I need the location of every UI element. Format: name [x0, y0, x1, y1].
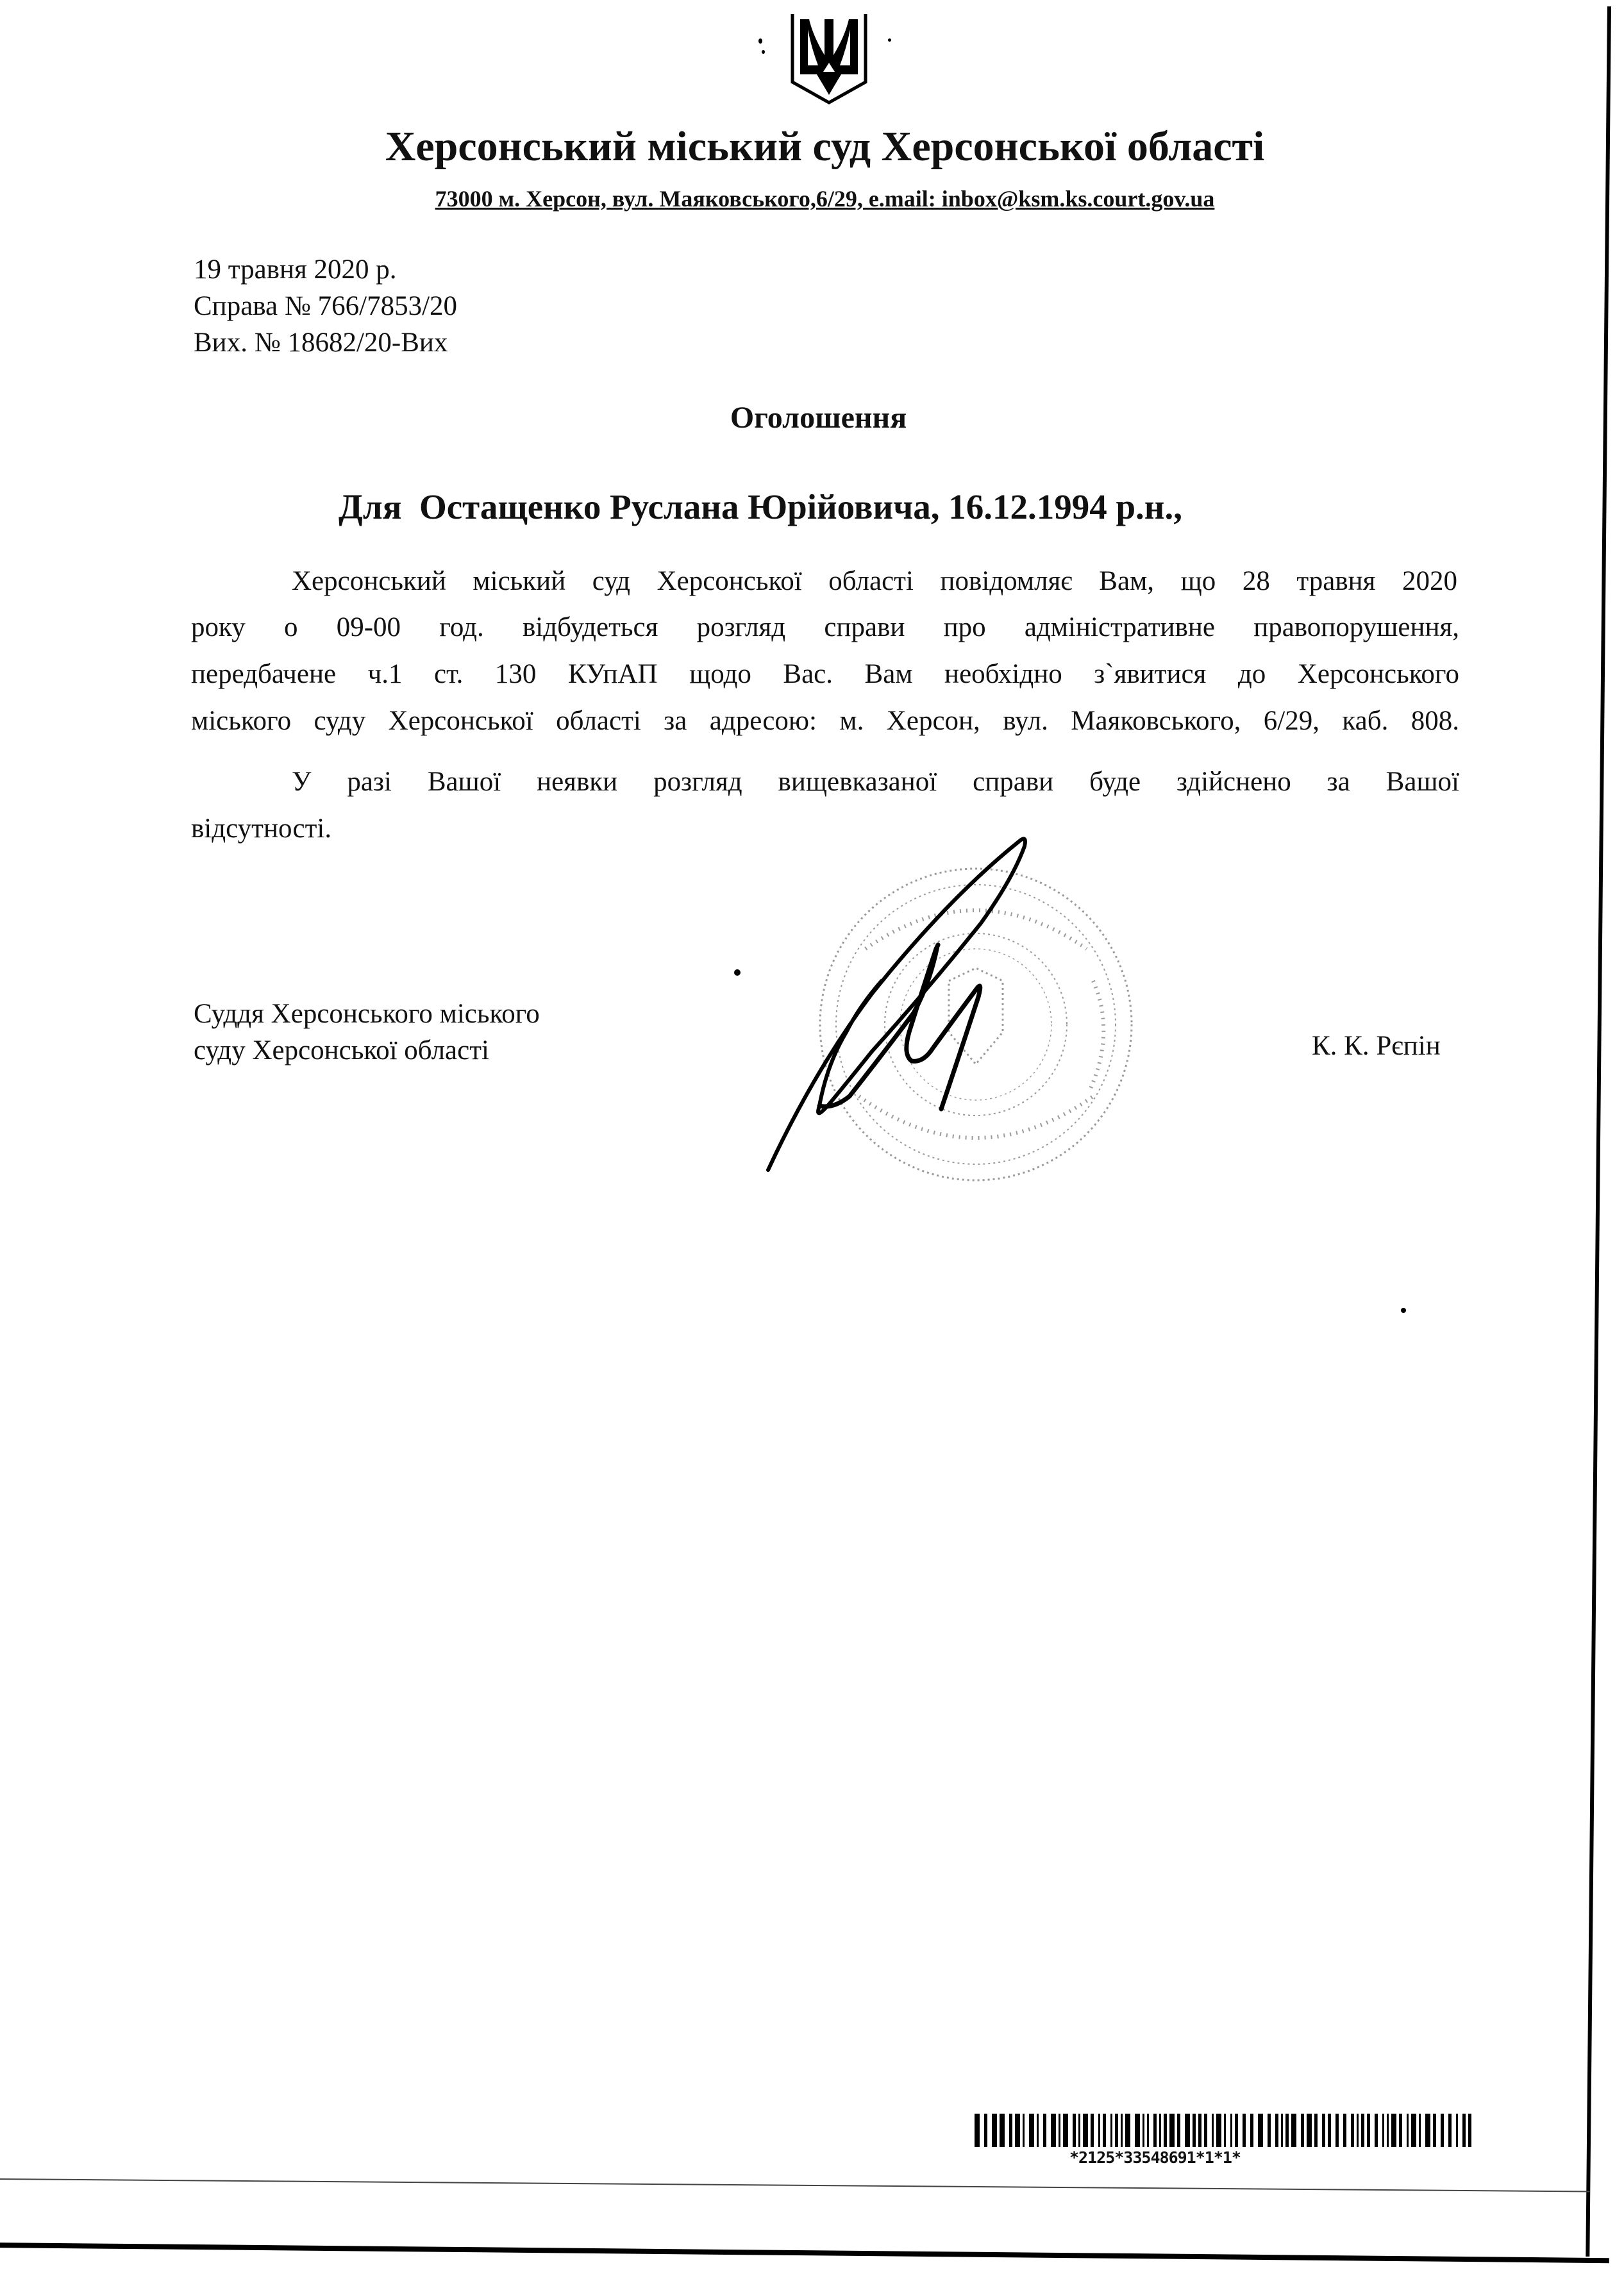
barcode-bar	[1159, 2114, 1161, 2147]
barcode-bar	[1121, 2114, 1123, 2147]
barcode-text: *2125*33548691*1*1*	[1069, 2148, 1241, 2167]
addressee-line: Для Остащенко Руслана Юрійовича, 16.12.1994 р.н.,	[339, 487, 1182, 526]
barcode-bar	[1135, 2114, 1140, 2147]
paragraph-2-line: відсутності.	[191, 814, 332, 844]
court-name: Херсонський міський суд Херсонської області	[385, 123, 1265, 170]
barcode-bar	[1000, 2114, 1005, 2147]
signer-title	[194, 996, 540, 1069]
barcode-bar	[1051, 2114, 1056, 2147]
court-address: 73000 м. Херсон, вул. Маяковського,6/29, e.mail: inbox@ksm.ks.court.gov.ua	[435, 186, 1215, 212]
barcode-bar	[1425, 2114, 1430, 2147]
stamp-and-signature	[737, 821, 1186, 1218]
barcode-bar	[1367, 2114, 1370, 2147]
handwritten-signature-icon	[737, 839, 1025, 1170]
barcode-bar	[975, 2114, 980, 2147]
paragraph-1-line: Херсонський міський суд Херсонської області повідомляє Вам, що 28 травня 2020	[292, 566, 1457, 596]
barcode-bar	[1357, 2114, 1359, 2147]
barcode-bar	[1164, 2114, 1167, 2147]
paragraph-1-line: передбачене ч.1 ст. 130 КУпАП щодо Вас. Вам необхідно з`явитися до Херсонського	[191, 659, 1459, 689]
barcode-bar	[984, 2114, 987, 2147]
barcode-bar	[1212, 2114, 1214, 2147]
scan-speck	[734, 969, 741, 976]
barcode-bar	[1073, 2114, 1076, 2147]
barcode-block	[973, 2114, 1486, 2166]
barcode-bar	[1009, 2114, 1012, 2147]
barcode-bar	[1169, 2114, 1175, 2147]
barcode-bar	[1083, 2114, 1088, 2147]
barcode-bar	[1399, 2114, 1402, 2147]
barcode-bar	[1147, 2114, 1149, 2147]
barcode-bar	[1198, 2114, 1201, 2147]
barcode-bar	[1110, 2114, 1112, 2147]
barcode-bar	[1029, 2114, 1034, 2147]
barcode-bar	[1193, 2114, 1196, 2147]
barcode-bar	[1322, 2114, 1325, 2147]
barcode-bar	[1115, 2114, 1118, 2147]
paragraph-1-line: міського суду Херсонської області за адресою: м. Херсон, вул. Маяковського, 6/29, каб. 808.	[191, 706, 1459, 736]
barcode-bar	[1441, 2114, 1444, 2147]
signer-title-line: Суддя Херсонського міського	[194, 999, 540, 1029]
barcode-bar	[1285, 2114, 1289, 2147]
barcode-bar	[1301, 2114, 1304, 2147]
barcode-bar	[1250, 2114, 1253, 2147]
scan-edge-right	[1586, 6, 1611, 2257]
barcode-bar	[1361, 2114, 1364, 2147]
barcode-bar	[1185, 2114, 1190, 2147]
barcode-bar	[1098, 2114, 1100, 2147]
barcode-bar	[1411, 2114, 1416, 2147]
barcode-bar	[1328, 2114, 1331, 2147]
barcode-bar	[1391, 2114, 1396, 2147]
barcode-bar	[1314, 2114, 1318, 2147]
signer-name: К. К. Рєпін	[1312, 1031, 1441, 1061]
barcode-bar	[1153, 2114, 1157, 2147]
barcode-bar	[1015, 2114, 1020, 2147]
scan-speck	[1401, 1308, 1406, 1313]
barcode-bar	[1103, 2114, 1106, 2147]
barcode-bar	[1375, 2114, 1378, 2147]
barcode-bar	[1419, 2114, 1421, 2147]
barcode-bar	[1307, 2114, 1312, 2147]
barcode-bar	[1063, 2114, 1068, 2147]
scan-speck	[888, 38, 891, 42]
barcode-bar	[1216, 2114, 1221, 2147]
barcode-bar	[1291, 2114, 1296, 2147]
barcode-bar	[1235, 2114, 1238, 2147]
barcode-bar	[1387, 2114, 1389, 2147]
barcode-bar	[1462, 2114, 1466, 2147]
scan-speck	[758, 38, 762, 44]
barcode-bar	[1456, 2114, 1458, 2147]
paragraph-1-line: року о 09-00 год. відбудеться розгляд справи про адміністративне правопорушення,	[191, 612, 1459, 642]
barcode-bar	[1343, 2114, 1346, 2147]
barcode-bar	[1125, 2114, 1130, 2147]
scan-edge-bottom	[0, 2243, 1609, 2263]
coat-of-arms-trident-icon	[787, 10, 871, 106]
document-meta	[194, 251, 457, 361]
round-seal-stamp-icon	[820, 869, 1132, 1180]
signer-title-line: суду Херсонської області	[194, 1035, 489, 1065]
barcode-bar	[1177, 2114, 1180, 2147]
outgoing-number: Вих. № 18682/20-Вих	[194, 328, 448, 358]
document-heading: Оголошення	[730, 401, 907, 435]
barcode-bar	[1023, 2114, 1025, 2147]
barcode-bar	[1407, 2114, 1409, 2147]
scan-fold-line	[0, 2178, 1590, 2192]
paragraph-2-line: У разі Вашої неявки розгляд вищевказаної справи буде здійснено за Вашої	[292, 767, 1459, 797]
barcode-bar	[1258, 2114, 1263, 2147]
barcode-bar	[1043, 2114, 1046, 2147]
barcode-bar	[1059, 2114, 1060, 2147]
barcode-bar	[1224, 2114, 1226, 2147]
barcode-bar	[1243, 2114, 1246, 2147]
barcode-bar	[992, 2114, 997, 2147]
document-date: 19 травня 2020 р.	[194, 255, 397, 285]
barcode-icon	[973, 2114, 1473, 2147]
barcode-bar	[1433, 2114, 1436, 2147]
barcode-bar	[1351, 2114, 1354, 2147]
case-number: Справа № 766/7853/20	[194, 291, 458, 321]
barcode-bar	[1335, 2114, 1339, 2147]
barcode-bar	[1091, 2114, 1094, 2147]
barcode-bar	[1204, 2114, 1207, 2147]
barcode-bar	[1078, 2114, 1080, 2147]
scan-speck	[762, 50, 765, 54]
barcode-bar	[1275, 2114, 1278, 2147]
barcode-bar	[1468, 2114, 1471, 2147]
barcode-bar	[1143, 2114, 1144, 2147]
barcode-bar	[1037, 2114, 1039, 2147]
barcode-bar	[1268, 2114, 1271, 2147]
barcode-bar	[1230, 2114, 1232, 2147]
barcode-bar	[1281, 2114, 1283, 2147]
barcode-bar	[1382, 2114, 1384, 2147]
barcode-bar	[1448, 2114, 1452, 2147]
